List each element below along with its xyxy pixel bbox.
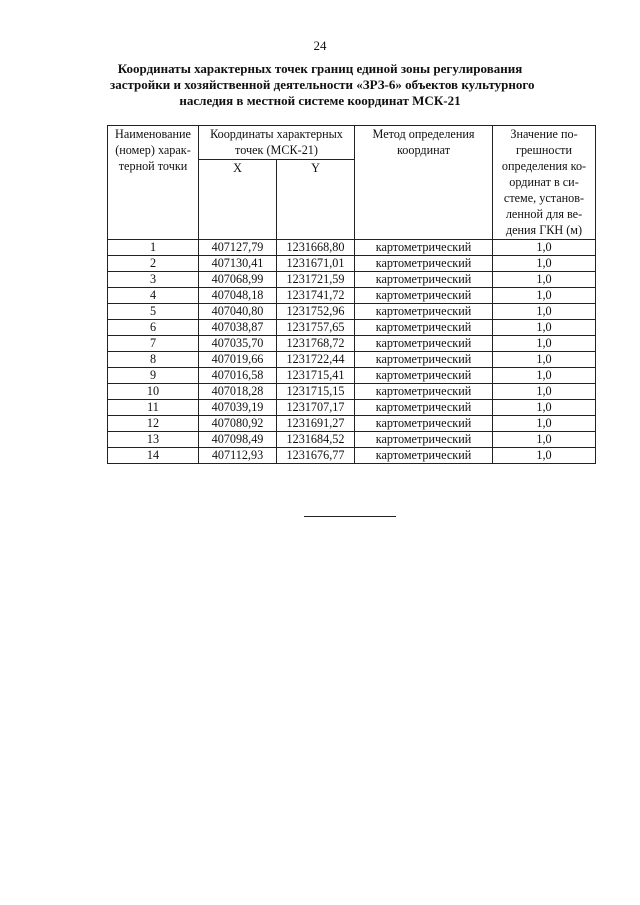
cell-method: картометрический: [355, 336, 493, 352]
title-line: Координаты характерных точек границ единой зоны регулирования: [117, 61, 523, 76]
cell-y: 1231721,59: [277, 272, 355, 288]
table-row: [108, 352, 596, 368]
cell-x: 407018,28: [199, 384, 277, 400]
cell-x: 407016,58: [199, 368, 277, 384]
cell-y: 1231668,80: [277, 240, 355, 256]
cell-point-number: 8: [108, 352, 199, 368]
header-coordinates: Координаты характерных точек (МСК-21): [199, 126, 355, 160]
cell-error: 1,0: [493, 256, 596, 272]
title-line: застройки и хозяйственной деятельности «ЗРЗ-6» объектов культурного: [110, 77, 535, 92]
cell-y: 1231676,77: [277, 448, 355, 464]
cell-method: картометрический: [355, 320, 493, 336]
cell-method: картометрический: [355, 400, 493, 416]
cell-point-number: 13: [108, 432, 199, 448]
cell-method: картометрический: [355, 416, 493, 432]
document-title: [110, 61, 535, 109]
cell-error: 1,0: [493, 352, 596, 368]
cell-error: 1,0: [493, 304, 596, 320]
cell-y: 1231691,27: [277, 416, 355, 432]
cell-x: 407098,49: [199, 432, 277, 448]
cell-x: 407039,19: [199, 400, 277, 416]
cell-y: 1231684,52: [277, 432, 355, 448]
cell-point-number: 11: [108, 400, 199, 416]
cell-error: 1,0: [493, 448, 596, 464]
cell-point-number: 12: [108, 416, 199, 432]
cell-x: 407080,92: [199, 416, 277, 432]
cell-method: картометрический: [355, 240, 493, 256]
table-row: [108, 272, 596, 288]
cell-point-number: 2: [108, 256, 199, 272]
cell-x: 407068,99: [199, 272, 277, 288]
cell-x: 407040,80: [199, 304, 277, 320]
cell-point-number: 9: [108, 368, 199, 384]
cell-method: картометрический: [355, 352, 493, 368]
cell-method: картометрический: [355, 384, 493, 400]
header-method: Метод определения координат: [355, 126, 493, 240]
cell-x: 407127,79: [199, 240, 277, 256]
cell-y: 1231715,41: [277, 368, 355, 384]
cell-method: картометрический: [355, 304, 493, 320]
cell-point-number: 7: [108, 336, 199, 352]
cell-y: 1231671,01: [277, 256, 355, 272]
header-error: Значение по- грешности определения ко- ординат в си- стеме, установ- ленной для ве- дения ГКН (м): [493, 126, 596, 240]
cell-error: 1,0: [493, 384, 596, 400]
cell-point-number: 6: [108, 320, 199, 336]
cell-point-number: 5: [108, 304, 199, 320]
table-row: [108, 416, 596, 432]
cell-point-number: 1: [108, 240, 199, 256]
cell-x: 407038,87: [199, 320, 277, 336]
cell-y: 1231752,96: [277, 304, 355, 320]
cell-x: 407112,93: [199, 448, 277, 464]
cell-method: картометрический: [355, 256, 493, 272]
cell-point-number: 4: [108, 288, 199, 304]
cell-method: картометрический: [355, 448, 493, 464]
cell-method: картометрический: [355, 432, 493, 448]
end-rule: [304, 516, 396, 517]
cell-point-number: 3: [108, 272, 199, 288]
title-line: наследия в местной системе координат МСК-21: [179, 93, 461, 108]
cell-x: 407130,41: [199, 256, 277, 272]
table-row: [108, 288, 596, 304]
cell-error: 1,0: [493, 336, 596, 352]
table-row: [108, 320, 596, 336]
table-row: [108, 384, 596, 400]
cell-error: 1,0: [493, 400, 596, 416]
cell-error: 1,0: [493, 432, 596, 448]
cell-point-number: 14: [108, 448, 199, 464]
page-number: 24: [313, 38, 327, 53]
cell-error: 1,0: [493, 320, 596, 336]
cell-y: 1231757,65: [277, 320, 355, 336]
table-row: [108, 240, 596, 256]
cell-error: 1,0: [493, 240, 596, 256]
cell-y: 1231741,72: [277, 288, 355, 304]
table-row: [108, 432, 596, 448]
cell-point-number: 10: [108, 384, 199, 400]
table-row: [108, 448, 596, 464]
header-x: X: [199, 160, 277, 240]
cell-error: 1,0: [493, 272, 596, 288]
cell-y: 1231715,15: [277, 384, 355, 400]
cell-method: картометрический: [355, 368, 493, 384]
cell-error: 1,0: [493, 416, 596, 432]
cell-x: 407048,18: [199, 288, 277, 304]
header-y: Y: [277, 160, 355, 240]
header-point-name: Наименование (номер) харак- терной точки: [108, 126, 199, 240]
cell-x: 407019,66: [199, 352, 277, 368]
table-row: [108, 304, 596, 320]
cell-x: 407035,70: [199, 336, 277, 352]
cell-y: 1231768,72: [277, 336, 355, 352]
cell-y: 1231722,44: [277, 352, 355, 368]
cell-method: картометрический: [355, 288, 493, 304]
cell-error: 1,0: [493, 288, 596, 304]
cell-error: 1,0: [493, 368, 596, 384]
table-row: [108, 336, 596, 352]
table-row: [108, 256, 596, 272]
table-row: [108, 400, 596, 416]
cell-method: картометрический: [355, 272, 493, 288]
cell-y: 1231707,17: [277, 400, 355, 416]
table-row: [108, 368, 596, 384]
coordinates-table: [107, 125, 596, 464]
